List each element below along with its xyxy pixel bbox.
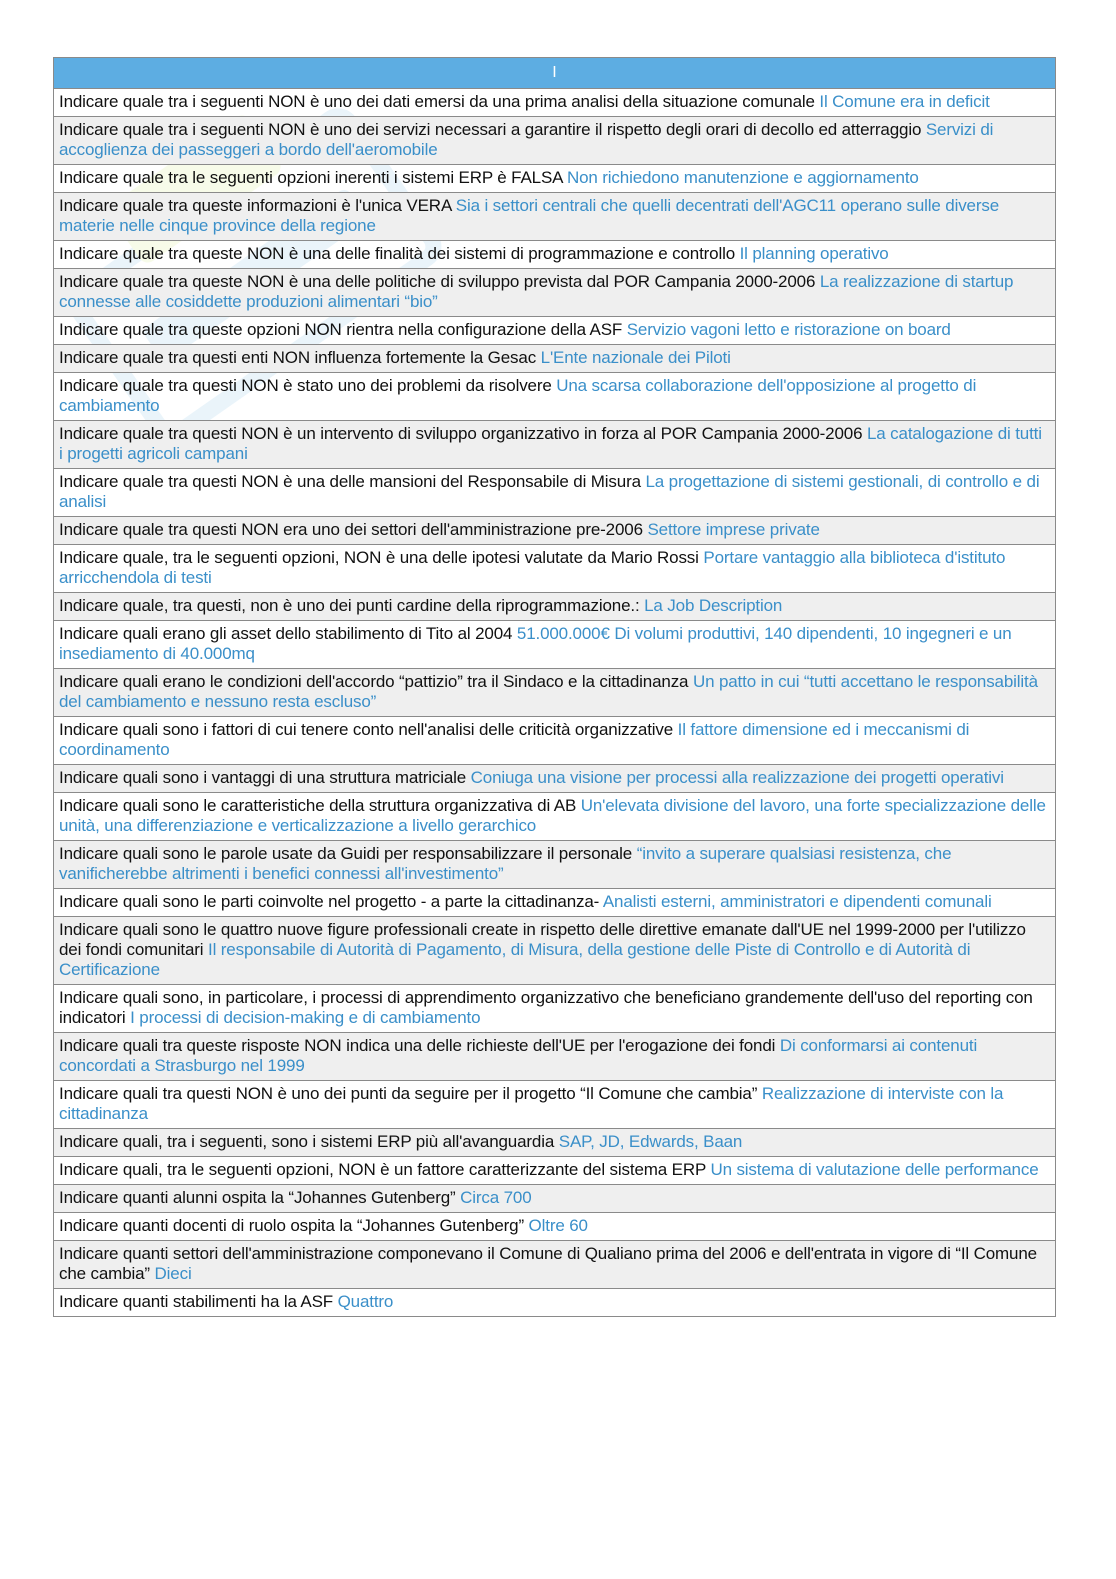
answer-text: La realizzazione di startup connesse alle cosiddette produzioni alimentari “bio” [59,272,1014,311]
question-text: Indicare quali sono le caratteristiche della struttura organizzativa di AB [59,796,577,815]
question-text: Indicare quali erano le condizioni dell'accordo “pattizio” tra il Sindaco e la cittadinanza [59,672,689,691]
table-row [54,621,1056,669]
qa-cell [54,421,1056,469]
table-row [54,165,1056,193]
answer-text: La catalogazione di tutti i progetti agricoli campani [59,424,1042,463]
qa-cell [54,593,1056,621]
qa-cell [54,1185,1056,1213]
question-text: Indicare quanti docenti di ruolo ospita la “Johannes Gutenberg” [59,1216,524,1235]
question-text: Indicare quale tra queste NON è una delle politiche di sviluppo prevista dal POR Campania 2000-2006 [59,272,816,291]
table-row [54,269,1056,317]
answer-text: Portare vantaggio alla biblioteca d'istituto arricchendola di testi [59,548,1006,587]
table-row [54,345,1056,373]
answer-text: Dieci [154,1264,192,1283]
question-text: Indicare quale, tra le seguenti opzioni, NON è una delle ipotesi valutate da Mario Rossi [59,548,699,567]
answer-text: Di conformarsi ai contenuti concordati a Strasburgo nel 1999 [59,1036,978,1075]
qa-cell [54,469,1056,517]
qa-cell [54,241,1056,269]
qa-cell [54,765,1056,793]
table-row [54,1081,1056,1129]
question-text: Indicare quale tra questi NON era uno dei settori dell'amministrazione pre-2006 [59,520,643,539]
answer-text: 51.000.000€ Di volumi produttivi, 140 dipendenti, 10 ingegneri e un insediamento di 40.000mq [59,624,1012,663]
question-text: Indicare quali erano gli asset dello stabilimento di Tito al 2004 [59,624,513,643]
qa-cell [54,841,1056,889]
answer-text: Settore imprese private [647,520,820,539]
question-text: Indicare quali sono i fattori di cui tenere conto nell'analisi delle criticità organizzative [59,720,674,739]
question-text: Indicare quali tra questi NON è uno dei punti da seguire per il progetto “Il Comune che cambia” [59,1084,758,1103]
table-row [54,985,1056,1033]
answer-text: Il fattore dimensione ed i meccanismi di coordinamento [59,720,970,759]
qa-cell [54,89,1056,117]
answer-text: Servizio vagoni letto e ristorazione on board [626,320,951,339]
qa-cell [54,193,1056,241]
table-row [54,193,1056,241]
qa-cell [54,917,1056,985]
answer-text: Oltre 60 [528,1216,588,1235]
qa-cell [54,345,1056,373]
table-row [54,793,1056,841]
answer-text: Un'elevata divisione del lavoro, una forte specializzazione delle unità, una differenziazione e verticalizzazione a livello gerarchico [59,796,1046,835]
question-text: Indicare quanti alunni ospita la “Johannes Gutenberg” [59,1188,456,1207]
answer-text: Circa 700 [460,1188,532,1207]
table-row [54,1213,1056,1241]
answer-text: Realizzazione di interviste con la cittadinanza [59,1084,1004,1123]
answer-text: La Job Description [644,596,783,615]
answer-text: Quattro [337,1292,394,1311]
table-row [54,469,1056,517]
table-row [54,117,1056,165]
table-row [54,841,1056,889]
qa-cell [54,985,1056,1033]
table-row [54,89,1056,117]
answer-text: I processi di decision-making e di cambiamento [130,1008,481,1027]
question-text: Indicare quanti settori dell'amministrazione componevano il Comune di Qualiano prima del 2006 e dell'entrata in vigore di “Il Comune che cambia” [59,1244,1037,1283]
table-row [54,317,1056,345]
table-row [54,1289,1056,1317]
qa-cell [54,621,1056,669]
table-row [54,421,1056,469]
question-text: Indicare quale tra questi NON è stato uno dei problemi da risolvere [59,376,552,395]
qa-cell [54,317,1056,345]
table-row [54,765,1056,793]
question-text: Indicare quali sono i vantaggi di una struttura matriciale [59,768,467,787]
qa-cell [54,717,1056,765]
table-row [54,593,1056,621]
table-body [54,89,1056,1317]
question-text: Indicare quali sono le quattro nuove figure professionali create in rispetto delle direttive emanate dall'UE nel 1999-2000 per l'utilizzo dei fondi comunitari [59,920,1026,959]
qa-cell [54,1033,1056,1081]
table-row [54,517,1056,545]
qa-cell [54,1081,1056,1129]
question-text: Indicare quale tra questi NON è un intervento di sviluppo organizzativo in forza al POR Campania 2000-2006 [59,424,863,443]
question-text: Indicare quale tra i seguenti NON è uno dei dati emersi da una prima analisi della situazione comunale [59,92,815,111]
qa-cell [54,889,1056,917]
table-row [54,241,1056,269]
table-row [54,1241,1056,1289]
table-row [54,889,1056,917]
qa-cell [54,1129,1056,1157]
question-text: Indicare quali sono le parole usate da Guidi per responsabilizzare il personale [59,844,633,863]
answer-text: Un sistema di valutazione delle performance [710,1160,1039,1179]
table-row [54,545,1056,593]
qa-cell [54,1157,1056,1185]
qa-cell [54,1241,1056,1289]
qa-cell [54,165,1056,193]
answer-text: Coniuga una visione per processi alla realizzazione dei progetti operativi [470,768,1004,787]
table-row [54,717,1056,765]
qa-cell [54,1289,1056,1317]
question-text: Indicare quanti stabilimenti ha la ASF [59,1292,334,1311]
answer-text: Un patto in cui “tutti accettano le responsabilità del cambiamento e nessuno resta escluso” [59,672,1038,711]
qa-cell [54,669,1056,717]
question-text: Indicare quale, tra questi, non è uno dei punti cardine della riprogrammazione.: [59,596,640,615]
answer-text: Il Comune era in deficit [819,92,990,111]
question-text: Indicare quali tra queste risposte NON indica una delle richieste dell'UE per l'erogazione dei fondi [59,1036,776,1055]
qa-cell [54,517,1056,545]
question-text: Indicare quale tra queste NON è una delle finalità dei sistemi di programmazione e controllo [59,244,736,263]
answer-text: La progettazione di sistemi gestionali, di controllo e di analisi [59,472,1040,511]
table-row [54,1157,1056,1185]
question-text: Indicare quali sono, in particolare, i processi di apprendimento organizzativo che beneficiano grandemente dell'uso del reporting con indicatori [59,988,1033,1027]
question-text: Indicare quali, tra le seguenti opzioni, NON è un fattore caratterizzante del sistema ERP [59,1160,706,1179]
question-text: Indicare quale tra queste informazioni è l'unica VERA [59,196,452,215]
qa-cell [54,545,1056,593]
table-row [54,1185,1056,1213]
question-text: Indicare quale tra questi enti NON influenza fortemente la Gesac [59,348,537,367]
question-text: Indicare quale tra le seguenti opzioni inerenti i sistemi ERP è FALSA [59,168,563,187]
answer-text: SAP, JD, Edwards, Baan [558,1132,743,1151]
qa-cell [54,117,1056,165]
answer-text: Analisti esterni, amministratori e dipendenti comunali [602,892,992,911]
table-row [54,373,1056,421]
table-header: I [54,58,1056,89]
answer-text: Una scarsa collaborazione dell'opposizione al progetto di cambiamento [59,376,977,415]
answer-text: Non richiedono manutenzione e aggiornamento [566,168,919,187]
question-text: Indicare quale tra questi NON è una delle mansioni del Responsabile di Misura [59,472,641,491]
answer-text: Il planning operativo [739,244,889,263]
qa-cell [54,793,1056,841]
answer-text: Sia i settori centrali che quelli decentrati dell'AGC11 operano sulle diverse materie nelle cinque province della regione [59,196,1000,235]
qa-table [53,57,1056,1317]
question-text: Indicare quali, tra i seguenti, sono i sistemi ERP più all'avanguardia [59,1132,555,1151]
table-row [54,669,1056,717]
answer-text: “invito a superare qualsiasi resistenza, che vanificherebbe altrimenti i benefici connessi all'investimento” [59,844,952,883]
answer-text: Il responsabile di Autorità di Pagamento, di Misura, della gestione delle Piste di Controllo e di Autorità di Certificazione [59,940,971,979]
document-page [53,57,1056,1317]
qa-cell [54,373,1056,421]
table-row [54,1129,1056,1157]
question-text: Indicare quali sono le parti coinvolte nel progetto - a parte la cittadinanza- [59,892,600,911]
question-text: Indicare quale tra i seguenti NON è uno dei servizi necessari a garantire il rispetto degli orari di decollo ed atterraggio [59,120,922,139]
qa-cell [54,269,1056,317]
table-row [54,917,1056,985]
qa-cell [54,1213,1056,1241]
answer-text: L'Ente nazionale dei Piloti [540,348,731,367]
table-row [54,1033,1056,1081]
question-text: Indicare quale tra queste opzioni NON rientra nella configurazione della ASF [59,320,623,339]
answer-text: Servizi di accoglienza dei passeggeri a bordo dell'aeromobile [59,120,994,159]
